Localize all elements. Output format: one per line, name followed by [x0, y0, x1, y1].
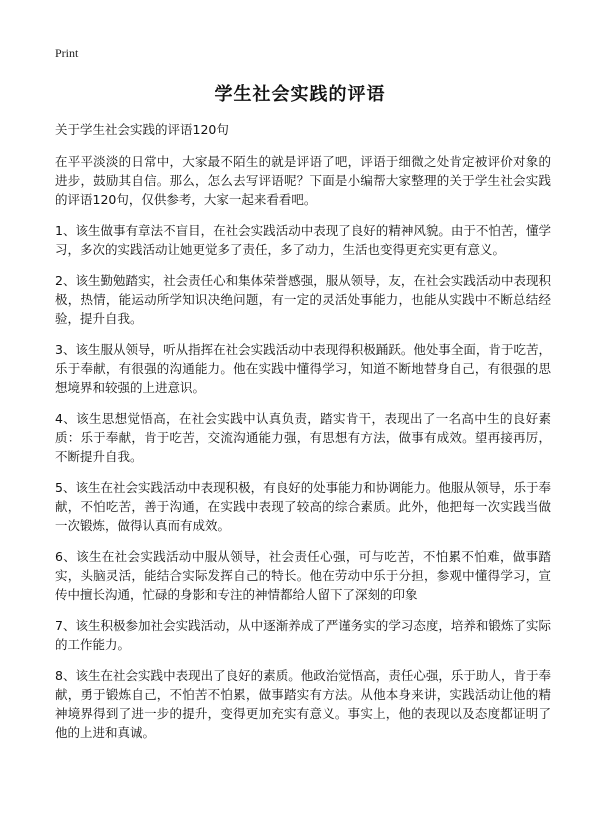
- comment-paragraph-6: 6、该生在社会实践活动中服从领导，社会责任心强，可与吃苦，不怕累不怕难，做事踏实，头脑灵活，能结合实际发挥自己的特长。他在劳动中乐于分担，参观中懂得学习，宣传中擅长沟通，忙碌的身影和专注的神情都给人留下了深刻的印象: [55, 549, 551, 602]
- article-subtitle: 关于学生社会实践的评语120句: [55, 122, 229, 137]
- page-title: 学生社会实践的评语: [214, 84, 386, 105]
- article-body: [55, 120, 551, 754]
- comment-paragraph-3: 3、该生服从领导，听从指挥在社会实践活动中表现得积极踊跃。他处事全面，肯于吃苦，乐于奉献，有很强的沟通能力。他在实践中懂得学习，知道不断地替身自己，有很强的思想境界和较强的上进意识。: [55, 342, 551, 395]
- comment-paragraph-5: 5、该生在社会实践活动中表现积极，有良好的处事能力和协调能力。他服从领导，乐于奉献，不怕吃苦，善于沟通，在实践中表现了较高的综合素质。此外，他把每一次实践当做一次锻炼，做得认真而有成效。: [55, 480, 551, 533]
- comment-paragraph-7: 7、该生积极参加社会实践活动，从中逐渐养成了严谨务实的学习态度，培养和锻炼了实际的工作能力。: [55, 618, 551, 652]
- comment-paragraph-8: 8、该生在社会实践中表现出了良好的素质。他政治觉悟高，责任心强，乐于助人，肯于奉献，勇于锻炼自己，不怕苦不怕累，做事踏实有方法。从他本身来讲，实践活动让他的精神境界得到了进一步的提升，变得更加充实有意义。事实上，他的表现以及态度都证明了他的上进和真诚。: [55, 668, 551, 740]
- comment-paragraph-2: 2、该生勤勉踏实，社会责任心和集体荣誉感强，服从领导，友，在社会实践活动中表现积极，热情，能运动所学知识决绝问题，有一定的灵活处事能力，也能从实践中不断总结经验，提升自我。: [55, 273, 551, 326]
- intro-paragraph: 在平平淡淡的日常中，大家最不陌生的就是评语了吧，评语于细微之处肯定被评价对象的进步，鼓励其自信。那么，怎么去写评语呢？下面是小编帮大家整理的关于学生社会实践的评语120句，仅供参考，大家一起来看看吧。: [55, 154, 551, 207]
- print-link[interactable]: Print: [55, 46, 79, 60]
- comment-paragraph-4: 4、该生思想觉悟高，在社会实践中认真负责，踏实肯干，表现出了一名高中生的良好素质：乐于奉献，肯于吃苦，交流沟通能力强，有思想有方法，做事有成效。望再接再厉，不断提升自我。: [55, 411, 551, 464]
- comment-paragraph-1: 1、该生做事有章法不盲目，在社会实践活动中表现了良好的精神风貌。由于不怕苦，懂学习，多次的实践活动让她更觉多了责任，多了动力，生活也变得更充实更有意义。: [55, 223, 551, 257]
